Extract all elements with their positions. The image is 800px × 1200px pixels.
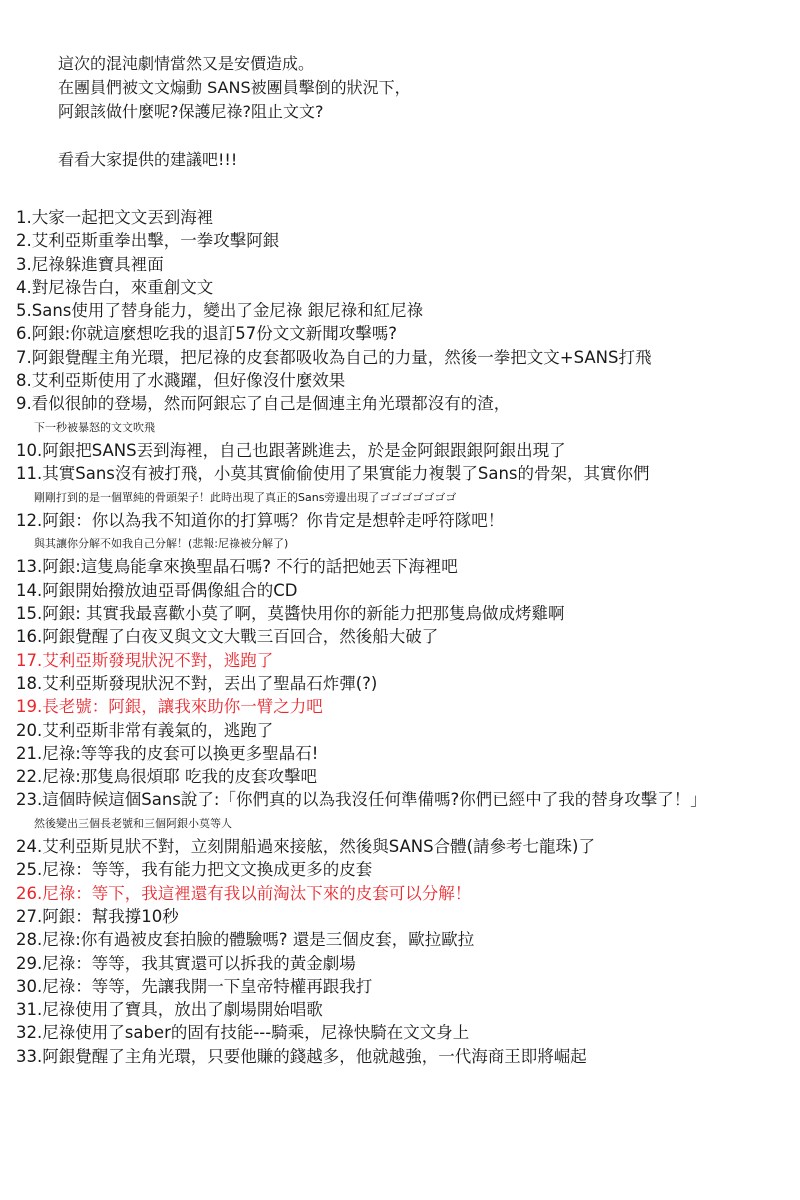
suggestion-text: 26.尼祿：等下，我這裡還有我以前淘汰下來的皮套可以分解！ bbox=[16, 883, 472, 903]
suggestion-text: 18.艾利亞斯發現狀況不對，丟出了聖晶石炸彈(?) bbox=[16, 673, 378, 693]
suggestion-text: 8.艾利亞斯使用了水濺躍，但好像沒什麼效果 bbox=[16, 371, 346, 391]
suggestion-item bbox=[16, 672, 792, 695]
suggestion-item bbox=[16, 1021, 792, 1044]
intro-call-to-action: 看看大家提供的建議吧!!! bbox=[58, 150, 238, 169]
suggestion-text: 7.阿銀覺醒主角光環，把尼祿的皮套都吸收為自己的力量，然後一拳把文文+SANS打飛 bbox=[16, 347, 652, 367]
suggestion-text: 12.阿銀：你以為我不知道你的打算嗎？你肯定是想幹走呼符隊吧！ bbox=[16, 510, 505, 530]
suggestion-item bbox=[16, 299, 792, 322]
suggestion-continuation: 下一秒被暴怒的文文吹飛 bbox=[34, 420, 155, 434]
suggestion-item bbox=[16, 719, 792, 742]
suggestion-item bbox=[16, 555, 792, 578]
suggestion-text: 29.尼祿：等等，我其實還可以拆我的黃金劇場 bbox=[16, 953, 356, 973]
suggestion-text: 28.尼祿:你有過被皮套拍臉的體驗嗎? 還是三個皮套，歐拉歐拉 bbox=[16, 930, 475, 950]
suggestion-item bbox=[16, 462, 792, 509]
suggestion-item bbox=[16, 625, 792, 648]
suggestion-list bbox=[16, 206, 792, 1068]
suggestion-text: 19.長老號：阿銀，讓我來助你一臂之力吧 bbox=[16, 697, 323, 717]
suggestion-continuation: 與其讓你分解不如我自己分解！(悲報:尼祿被分解了) bbox=[34, 537, 289, 551]
suggestion-text: 33.阿銀覺醒了主角光環，只要他賺的錢越多，他就越強，一代海商王即將崛起 bbox=[16, 1046, 587, 1066]
suggestion-text: 11.其實Sans沒有被打飛，小莫其實偷偷使用了果實能力複製了Sans的骨架，其實你們 bbox=[16, 464, 650, 484]
suggestion-item bbox=[16, 695, 792, 718]
suggestion-continuation: 剛剛打到的是一個單純的骨頭架子！此時出現了真正的Sans旁邊出現了ゴゴゴゴゴゴゴ bbox=[34, 490, 457, 504]
suggestion-item bbox=[16, 765, 792, 788]
suggestion-item bbox=[16, 742, 792, 765]
suggestion-item bbox=[16, 998, 792, 1021]
suggestion-item bbox=[16, 649, 792, 672]
suggestion-item bbox=[16, 322, 792, 345]
suggestion-text: 31.尼祿使用了寶具，放出了劇場開始唱歌 bbox=[16, 1000, 323, 1020]
suggestion-text: 5.Sans使用了替身能力，變出了金尼祿 銀尼祿和紅尼祿 bbox=[16, 301, 424, 321]
suggestion-item bbox=[16, 392, 792, 439]
suggestion-continuation: 然後變出三個長老號和三個阿銀小莫等人 bbox=[34, 816, 232, 830]
suggestion-item bbox=[16, 369, 792, 392]
suggestion-item bbox=[16, 439, 792, 462]
suggestion-text: 3.尼祿躲進寶具裡面 bbox=[16, 254, 164, 274]
suggestion-text: 13.阿銀:這隻鳥能拿來換聖晶石嗎? 不行的話把她丟下海裡吧 bbox=[16, 557, 458, 577]
suggestion-item bbox=[16, 882, 792, 905]
suggestion-text: 14.阿銀開始撥放迪亞哥偶像組合的CD bbox=[16, 580, 298, 600]
suggestion-item bbox=[16, 835, 792, 858]
suggestion-item bbox=[16, 952, 792, 975]
suggestion-item bbox=[16, 975, 792, 998]
suggestion-item bbox=[16, 602, 792, 625]
intro-block bbox=[58, 52, 778, 172]
intro-line-2: 在團員們被文文煽動 SANS被團員擊倒的狀況下， bbox=[58, 78, 411, 97]
suggestion-text: 17.艾利亞斯發現狀況不對，逃跑了 bbox=[16, 650, 274, 670]
suggestion-text: 25.尼祿：等等，我有能力把文文換成更多的皮套 bbox=[16, 860, 373, 880]
suggestion-text: 4.對尼祿告白，來重創文文 bbox=[16, 277, 214, 297]
suggestion-item bbox=[16, 253, 792, 276]
suggestion-item bbox=[16, 1045, 792, 1068]
suggestion-text: 32.尼祿使用了saber的固有技能---騎乘，尼祿快騎在文文身上 bbox=[16, 1023, 470, 1043]
suggestion-text: 16.阿銀覺醒了白夜叉與文文大戰三百回合，然後船大破了 bbox=[16, 627, 439, 647]
suggestion-text: 6.阿銀:你就這麼想吃我的退訂57份文文新聞攻擊嗎? bbox=[16, 324, 398, 344]
suggestion-item bbox=[16, 928, 792, 951]
suggestion-text: 10.阿銀把SANS丟到海裡，自己也跟著跳進去，於是金阿銀跟銀阿銀出現了 bbox=[16, 440, 566, 460]
suggestion-item bbox=[16, 579, 792, 602]
suggestion-item bbox=[16, 229, 792, 252]
intro-line-1: 這次的混沌劇情當然又是安價造成。 bbox=[58, 54, 315, 73]
suggestion-item bbox=[16, 509, 792, 556]
suggestion-item bbox=[16, 788, 792, 835]
suggestion-item bbox=[16, 346, 792, 369]
suggestion-text: 9.看似很帥的登場，然而阿銀忘了自己是個連主角光環都沒有的渣， bbox=[16, 394, 511, 414]
suggestion-text: 27.阿銀：幫我撐10秒 bbox=[16, 906, 179, 926]
suggestion-text: 20.艾利亞斯非常有義氣的，逃跑了 bbox=[16, 720, 274, 740]
suggestion-text: 23.這個時候這個Sans說了:「你們真的以為我沒任何準備嗎?你們已經中了我的替身攻擊了！」 bbox=[16, 790, 707, 810]
suggestion-text: 21.尼祿:等等我的皮套可以換更多聖晶石! bbox=[16, 743, 319, 763]
suggestion-text: 1.大家一起把文文丟到海裡 bbox=[16, 208, 214, 227]
suggestion-text: 15.阿銀: 其實我最喜歡小莫了啊，莫醬快用你的新能力把那隻鳥做成烤雞啊 bbox=[16, 604, 565, 624]
suggestion-item bbox=[16, 206, 792, 229]
suggestion-text: 30.尼祿：等等，先讓我開一下皇帝特權再跟我打 bbox=[16, 976, 373, 996]
intro-line-3: 阿銀該做什麼呢?保護尼祿?阻止文文? bbox=[58, 102, 324, 121]
suggestion-item bbox=[16, 276, 792, 299]
suggestion-item bbox=[16, 858, 792, 881]
suggestion-text: 22.尼祿:那隻鳥很煩耶 吃我的皮套攻擊吧 bbox=[16, 767, 318, 787]
suggestion-text: 24.艾利亞斯見狀不對，立刻開船過來接舷，然後與SANS合體(請參考七龍珠)了 bbox=[16, 837, 595, 857]
suggestion-item bbox=[16, 905, 792, 928]
suggestion-text: 2.艾利亞斯重拳出擊，一拳攻擊阿銀 bbox=[16, 231, 280, 251]
